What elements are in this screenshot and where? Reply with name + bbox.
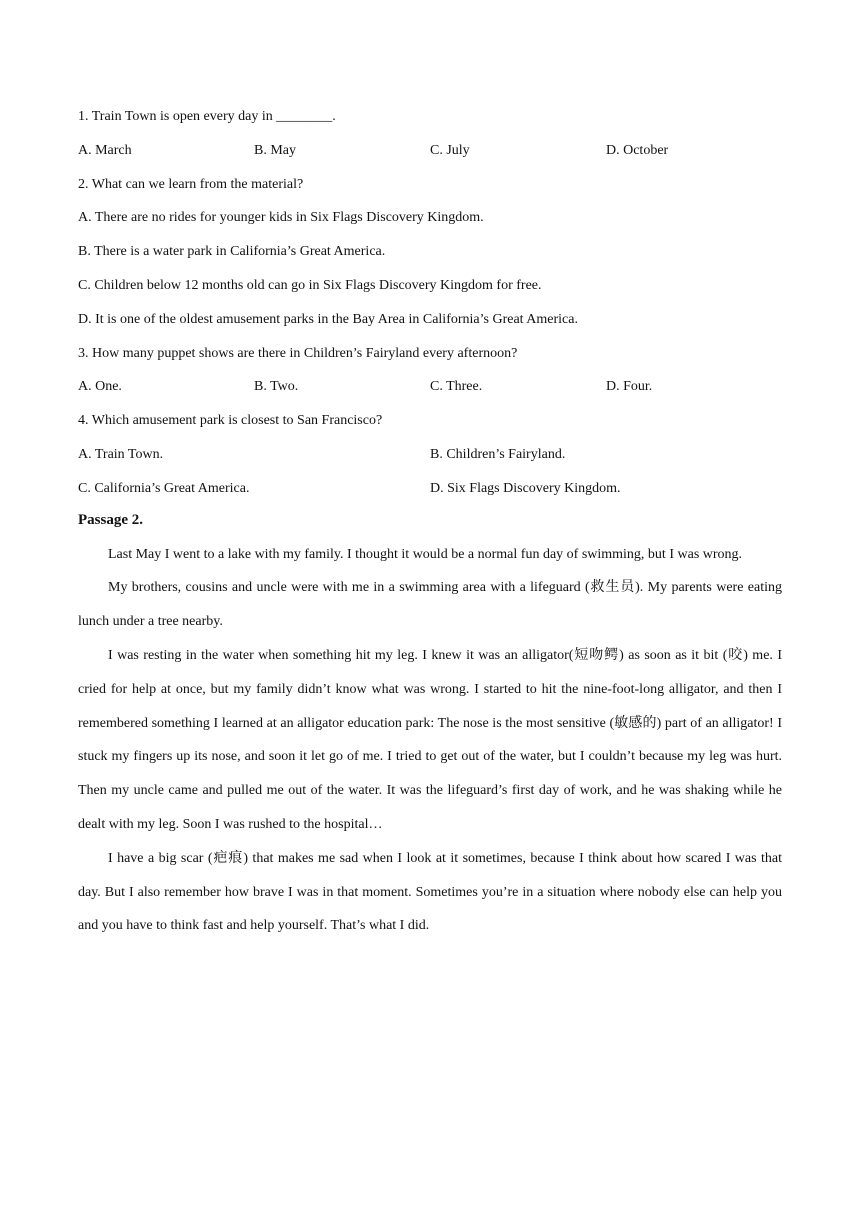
question-1-option-a: A. March bbox=[78, 142, 132, 158]
question-4-option-d: D. Six Flags Discovery Kingdom. bbox=[430, 480, 621, 496]
passage-paragraph-4: I have a big scar (疤痕) that makes me sad when I look at it sometimes, because I think about how scared I was that day. But I also remember how brave I was in that moment. Sometimes you’re in a situation where nobody else can help you and you have to think fast and help yourself. That’s what I did. bbox=[78, 850, 782, 934]
question-3-option-a: A. One. bbox=[78, 379, 122, 395]
question-1-option-c: C. July bbox=[430, 142, 470, 158]
question-4-stem: 4. Which amusement park is closest to San Francisco? bbox=[78, 413, 383, 429]
passage-paragraph-3: I was resting in the water when something hit my leg. I knew it was an alligator(短吻鳄) as soon as it bit (咬) me. I cried for help at once, but my family didn’t know what was wrong. I started to hit the nine-foot-long alligator, and then I remembered something I learned at an alligator education park: The nose is the most sensitive (敏感的) part of an alligator! I stuck my fingers up its nose, and soon it let go of me. I tried to get out of the water, but I couldn’t because my leg was hurt. Then my uncle came and pulled me out of the water. It was the lifeguard’s first day of work, and he was shaking while he dealt with my leg. Soon I was rushed to the hospital… bbox=[78, 647, 782, 832]
question-4-options-row-1 bbox=[78, 442, 782, 476]
question-3-stem: 3. How many puppet shows are there in Children’s Fairyland every afternoon? bbox=[78, 345, 518, 361]
document-page bbox=[78, 104, 782, 943]
question-4-options-row-2 bbox=[78, 476, 782, 510]
question-3-options bbox=[78, 374, 782, 408]
question-4-option-c: C. California’s Great America. bbox=[78, 480, 250, 496]
question-3-option-d: D. Four. bbox=[606, 379, 653, 395]
question-3-option-b: B. Two. bbox=[254, 379, 299, 395]
question-4-option-b: B. Children’s Fairyland. bbox=[430, 446, 566, 462]
question-1-stem: 1. Train Town is open every day in ________. bbox=[78, 109, 336, 124]
question-2-option-d: D. It is one of the oldest amusement parks in the Bay Area in California’s Great America. bbox=[78, 311, 578, 327]
question-4-option-a: A. Train Town. bbox=[78, 446, 164, 462]
passage-title: Passage 2. bbox=[78, 511, 143, 528]
passage-paragraph-2: My brothers, cousins and uncle were with me in a swimming area with a lifeguard (救生员). My parents were eating lunch under a tree nearby. bbox=[78, 580, 782, 630]
question-2-option-b: B. There is a water park in California’s Great America. bbox=[78, 244, 386, 260]
question-1-options bbox=[78, 138, 782, 172]
question-2-option-a: A. There are no rides for younger kids in Six Flags Discovery Kingdom. bbox=[78, 210, 484, 226]
question-2-stem: 2. What can we learn from the material? bbox=[78, 176, 304, 192]
question-2-option-c: C. Children below 12 months old can go in Six Flags Discovery Kingdom for free. bbox=[78, 277, 542, 293]
passage-paragraph-1: Last May I went to a lake with my family. I thought it would be a normal fun day of swimming, but I was wrong. bbox=[108, 546, 743, 562]
question-1-option-b: B. May bbox=[254, 142, 296, 158]
question-1-option-d: D. October bbox=[606, 142, 669, 158]
question-3-option-c: C. Three. bbox=[430, 379, 483, 395]
